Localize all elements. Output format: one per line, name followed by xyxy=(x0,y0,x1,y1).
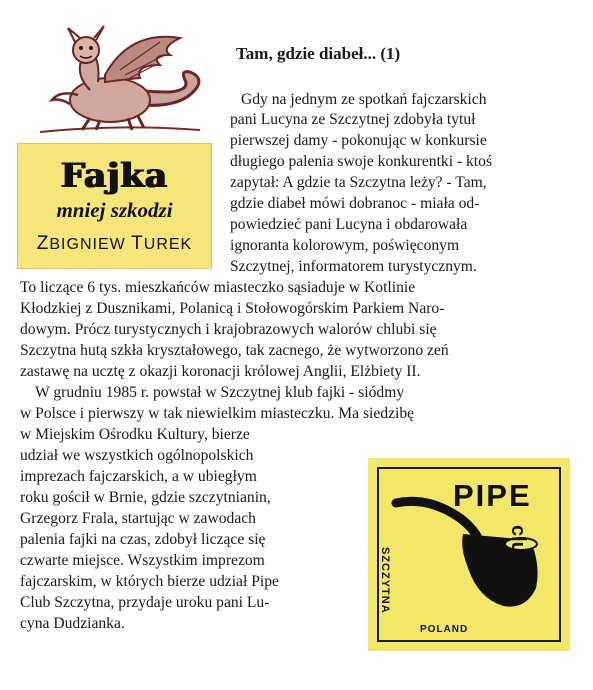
article-line: ignoranta kolorowym, poświęconym xyxy=(230,237,460,254)
article-line: długiego palenia swoje konkurentki - ktoś xyxy=(230,153,493,170)
article-line: cyna Dudzianka. xyxy=(20,615,125,632)
article-line: czwarte miejsce. Wszystkim imprezom xyxy=(20,552,265,569)
article-line: powiedzieć pani Lucyna i obdarowała xyxy=(230,216,468,233)
logo-szczytna-text: SZCZYTNA xyxy=(379,547,391,614)
article-line: pani Lucyna ze Szczytnej zdobyła tytuł xyxy=(230,111,476,128)
article-line: Szczytna hutą szkła kryształowego, tak zacnego, że wytworzono zeń xyxy=(20,342,449,359)
article-line: Gdy na jednym ze spotkań fajczarskich xyxy=(241,91,487,108)
article-line: udział we wszystkich ogólnopolskich xyxy=(20,447,254,464)
article-line: Kłodzkiej z Dusznikami, Polanicą i Stołowogórskim Parkiem Naro- xyxy=(20,300,445,317)
column-subtitle: mniej szkodzi xyxy=(56,198,173,222)
article-line: palenia fajki na czas, zdobył liczące się xyxy=(20,531,266,548)
article-line: gdzie diabeł mówi dobranoc - miała od- xyxy=(230,195,480,212)
article-line: fajczarskim, w których bierze udział Pipe xyxy=(20,573,279,590)
article-line: zapytał: A gdzie ta Szczytna leży? - Tam, xyxy=(230,174,487,191)
article-line: w Miejskim Ośrodku Kultury, bierze xyxy=(20,426,250,443)
column-title: Fajka xyxy=(60,156,169,196)
dragon-illustration xyxy=(20,20,210,140)
article-line: Szczytnej, informatorem turystycznym. xyxy=(230,258,477,275)
article-line: Club Szczytna, przydaje uroku pani Lu- xyxy=(20,594,270,611)
article-title: Tam, gdzie diabeł... (1) xyxy=(236,44,401,63)
article-line: W grudniu 1985 r. powstał w Szczytnej klub fajki - siódmy xyxy=(35,384,405,401)
article-line: w Polsce i pierwszy w tak niewielkim miasteczku. Ma siedzibę xyxy=(20,405,415,422)
article-line: imprezach fajczarskich, a w ubiegłym xyxy=(20,468,257,485)
article-line: roku gościł w Brnie, gdzie szczytnianin, xyxy=(20,489,271,506)
logo-poland-text: POLAND xyxy=(420,624,469,635)
article-line: dowym. Prócz turystycznych i krajobrazowych walorów chlubi się xyxy=(20,321,437,338)
logo-club-text: club xyxy=(507,525,529,567)
article-line: To liczące 6 tys. mieszkańców miasteczko sąsiaduje w Kotlinie xyxy=(20,279,416,296)
article-line: Grzegorz Frala, startując w zawodach xyxy=(20,510,256,527)
column-author: ZBIGNIEW TUREK xyxy=(36,233,193,254)
column-title-box xyxy=(17,143,212,269)
article-line: zastawę na ucztę z okazji koronacji królowej Anglii, Elżbiety II. xyxy=(20,363,421,380)
logo-pipe-text: PIPE xyxy=(453,478,532,513)
article-line: pierwszej damy - pokonując w konkursie xyxy=(230,132,487,149)
